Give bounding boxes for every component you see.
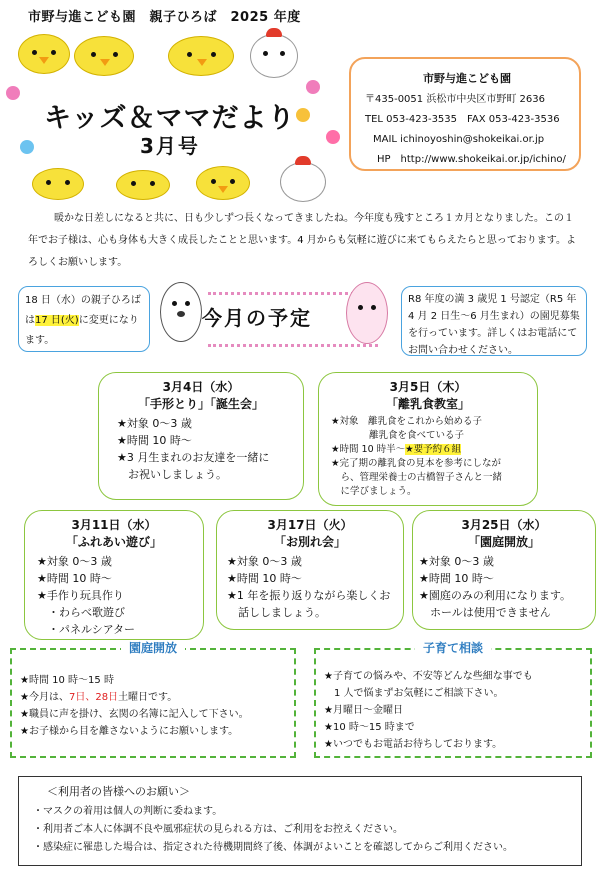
hen-bottom-left-icon xyxy=(32,168,84,200)
event-line: 離乳食を食べている子 xyxy=(331,430,465,441)
garden-heading: 園庭開放 xyxy=(121,641,185,655)
event-title: 「ふれあい遊び」 xyxy=(65,535,162,549)
event-line: ★対象 0～3 歳 xyxy=(227,555,302,568)
garden-line: ★お子様から目を離さないようにお願いします。 xyxy=(20,726,239,737)
event-line: お祝いしましょう。 xyxy=(117,468,227,481)
garden-line: ★今月は、 xyxy=(20,692,69,703)
notice-text-post: に変更になります。 xyxy=(25,315,139,346)
consult-line: ★月曜日～金曜日 xyxy=(324,705,403,716)
event-card xyxy=(24,510,204,640)
chick-icon xyxy=(196,166,250,200)
issue-label: 3月号 xyxy=(140,134,200,158)
hen-icon xyxy=(250,34,298,78)
consult-line: ★いつでもお電話お待ちしております。 xyxy=(324,739,503,750)
event-title: 「園庭開放」 xyxy=(467,535,540,549)
garden-line: ★職員に声を掛け、玄関の名簿に記入して下さい。 xyxy=(20,709,249,720)
garden-line: ★時間 10 時～15 時 xyxy=(20,675,114,686)
org-line: 市野与進こども園 親子ひろば 2025 年度 xyxy=(28,10,301,25)
event-line: ★対象 離乳食をこれから始める子 xyxy=(331,416,483,427)
event-date: 3月17日（火） xyxy=(267,518,353,532)
event-line: ★時間 10 時～ xyxy=(227,572,302,585)
requests-heading: ＜利用者の皆様へのお願い＞ xyxy=(47,785,190,798)
event-line: ・パネルシアター xyxy=(37,623,135,636)
date-change-notice xyxy=(18,286,150,352)
request-line: ・利用者ご本人に体調不良や風邪症状の見られる方は、ご利用をお控えください。 xyxy=(33,824,403,835)
contact-address: 〒435-0051 浜松市中央区市野町 2636 xyxy=(365,94,545,105)
consultation-heading: 子育て相談 xyxy=(415,641,491,655)
event-line: ★手作り玩具作り xyxy=(37,589,124,602)
event-line: ★時間 10 時～ xyxy=(37,572,112,585)
chick-icon xyxy=(168,36,234,76)
consult-line: ★子育ての悩みや、不安等どんな些細な事でも xyxy=(324,671,533,682)
event-line: ★1 年を振り返りながら楽しくお xyxy=(227,589,391,602)
contact-tel-fax: TEL 053-423-3535 FAX 053-423-3536 xyxy=(365,114,560,125)
contact-name: 市野与進こども園 xyxy=(423,72,511,85)
event-line: ★対象 0～3 歳 xyxy=(117,417,192,430)
event-line: ★時間 10 時～ xyxy=(117,434,192,447)
event-line: ・わらべ歌遊び xyxy=(37,606,125,619)
schedule-title: 今月の予定 xyxy=(202,306,312,330)
intro-paragraph: 暖かな日差しになると共に、日も少しずつ長くなってきましたね。今年度も残すところ１カ月となりました。この１年でお子様は、心も身体も大きく成長したことと思います。4 月からも気軽に遊びに来てもらえたらと思っております。よろしくお願いします。 xyxy=(28,213,576,268)
dog-character-icon xyxy=(160,282,202,342)
event-line: ★園庭のみの利用になります。 xyxy=(419,589,571,602)
hen-icon xyxy=(280,162,326,202)
event-date: 3月4日（水） xyxy=(162,380,240,394)
newsletter-title: キッズ＆ママだより xyxy=(44,103,296,134)
event-line: ら、管理栄養士の古橋智子さんと一緒 xyxy=(331,472,503,483)
event-line: 話ししましょう。 xyxy=(227,606,326,619)
flower-icon xyxy=(306,80,320,94)
event-line: ★対象 0～3 歳 xyxy=(37,555,112,568)
dotted-divider-bottom xyxy=(208,344,378,347)
flower-icon xyxy=(296,108,310,122)
event-line: ★完了期の離乳食の見本を参考にしなが xyxy=(331,458,502,469)
event-line: ★時間 10 時半～ xyxy=(331,444,406,455)
event-line: に学びましょう。 xyxy=(331,486,417,497)
event-line: ホールは使用できません xyxy=(419,606,551,619)
event-title: 「お別れ会」 xyxy=(273,535,346,549)
contact-mail[interactable]: MAIL ichinoyoshin@shokeikai.or.jp xyxy=(373,134,545,145)
event-line: ★3 月生まれのお友達を一緒に xyxy=(117,451,270,464)
consult-line: 1 人で悩まずお気軽にご相談下さい。 xyxy=(324,688,504,699)
request-line: ・感染症に罹患した場合は、指定された待機期間終了後、体調がよいことを確認してからご利用ください。 xyxy=(33,842,513,853)
event-title: 「離乳食教室」 xyxy=(385,397,470,411)
flower-icon xyxy=(20,140,34,154)
event-title: 「手形とり」「誕生会」 xyxy=(137,397,264,411)
chick-icon xyxy=(74,36,134,76)
notice-text-pre: 18 日（水）の親子ひろばは xyxy=(25,295,141,326)
garden-line: 土曜日です。 xyxy=(118,692,178,703)
event-card xyxy=(216,510,404,630)
contact-homepage[interactable]: HP http://www.shokeikai.or.jp/ichino/ xyxy=(377,154,566,165)
garden-dates: 7日、28日 xyxy=(68,692,119,703)
flower-icon xyxy=(6,86,20,100)
event-date: 3月11日（水） xyxy=(71,518,157,532)
garden-open-box xyxy=(10,641,296,758)
notice-highlight: 17 日(火) xyxy=(35,315,79,326)
consultation-box xyxy=(314,641,592,758)
rabbit-character-icon xyxy=(346,282,388,344)
event-line: ★時間 10 時～ xyxy=(419,572,494,585)
consult-line: ★10 時～15 時まで xyxy=(324,722,415,733)
event-line: ★対象 0～3 歳 xyxy=(419,555,494,568)
enrollment-notice: R8 年度の満 3 歳児 1 号認定（R5 年 4 月 2 日生～6 月生まれ）の園児募集を行っています。詳しくはお電話にてお問い合わせください。 xyxy=(401,286,587,356)
chick-icon xyxy=(116,170,170,200)
event-card xyxy=(98,372,304,500)
flower-icon xyxy=(326,130,340,144)
reservation-highlight: ★要予約６組 xyxy=(405,444,462,455)
user-requests-box xyxy=(18,776,582,866)
event-date: 3月5日（木） xyxy=(389,380,467,394)
chick-icon xyxy=(18,34,70,74)
contact-box xyxy=(349,57,581,171)
event-card xyxy=(318,372,538,506)
event-card xyxy=(412,510,596,630)
request-line: ・マスクの着用は個人の判断に委ねます。 xyxy=(33,806,223,817)
event-date: 3月25日（水） xyxy=(461,518,547,532)
